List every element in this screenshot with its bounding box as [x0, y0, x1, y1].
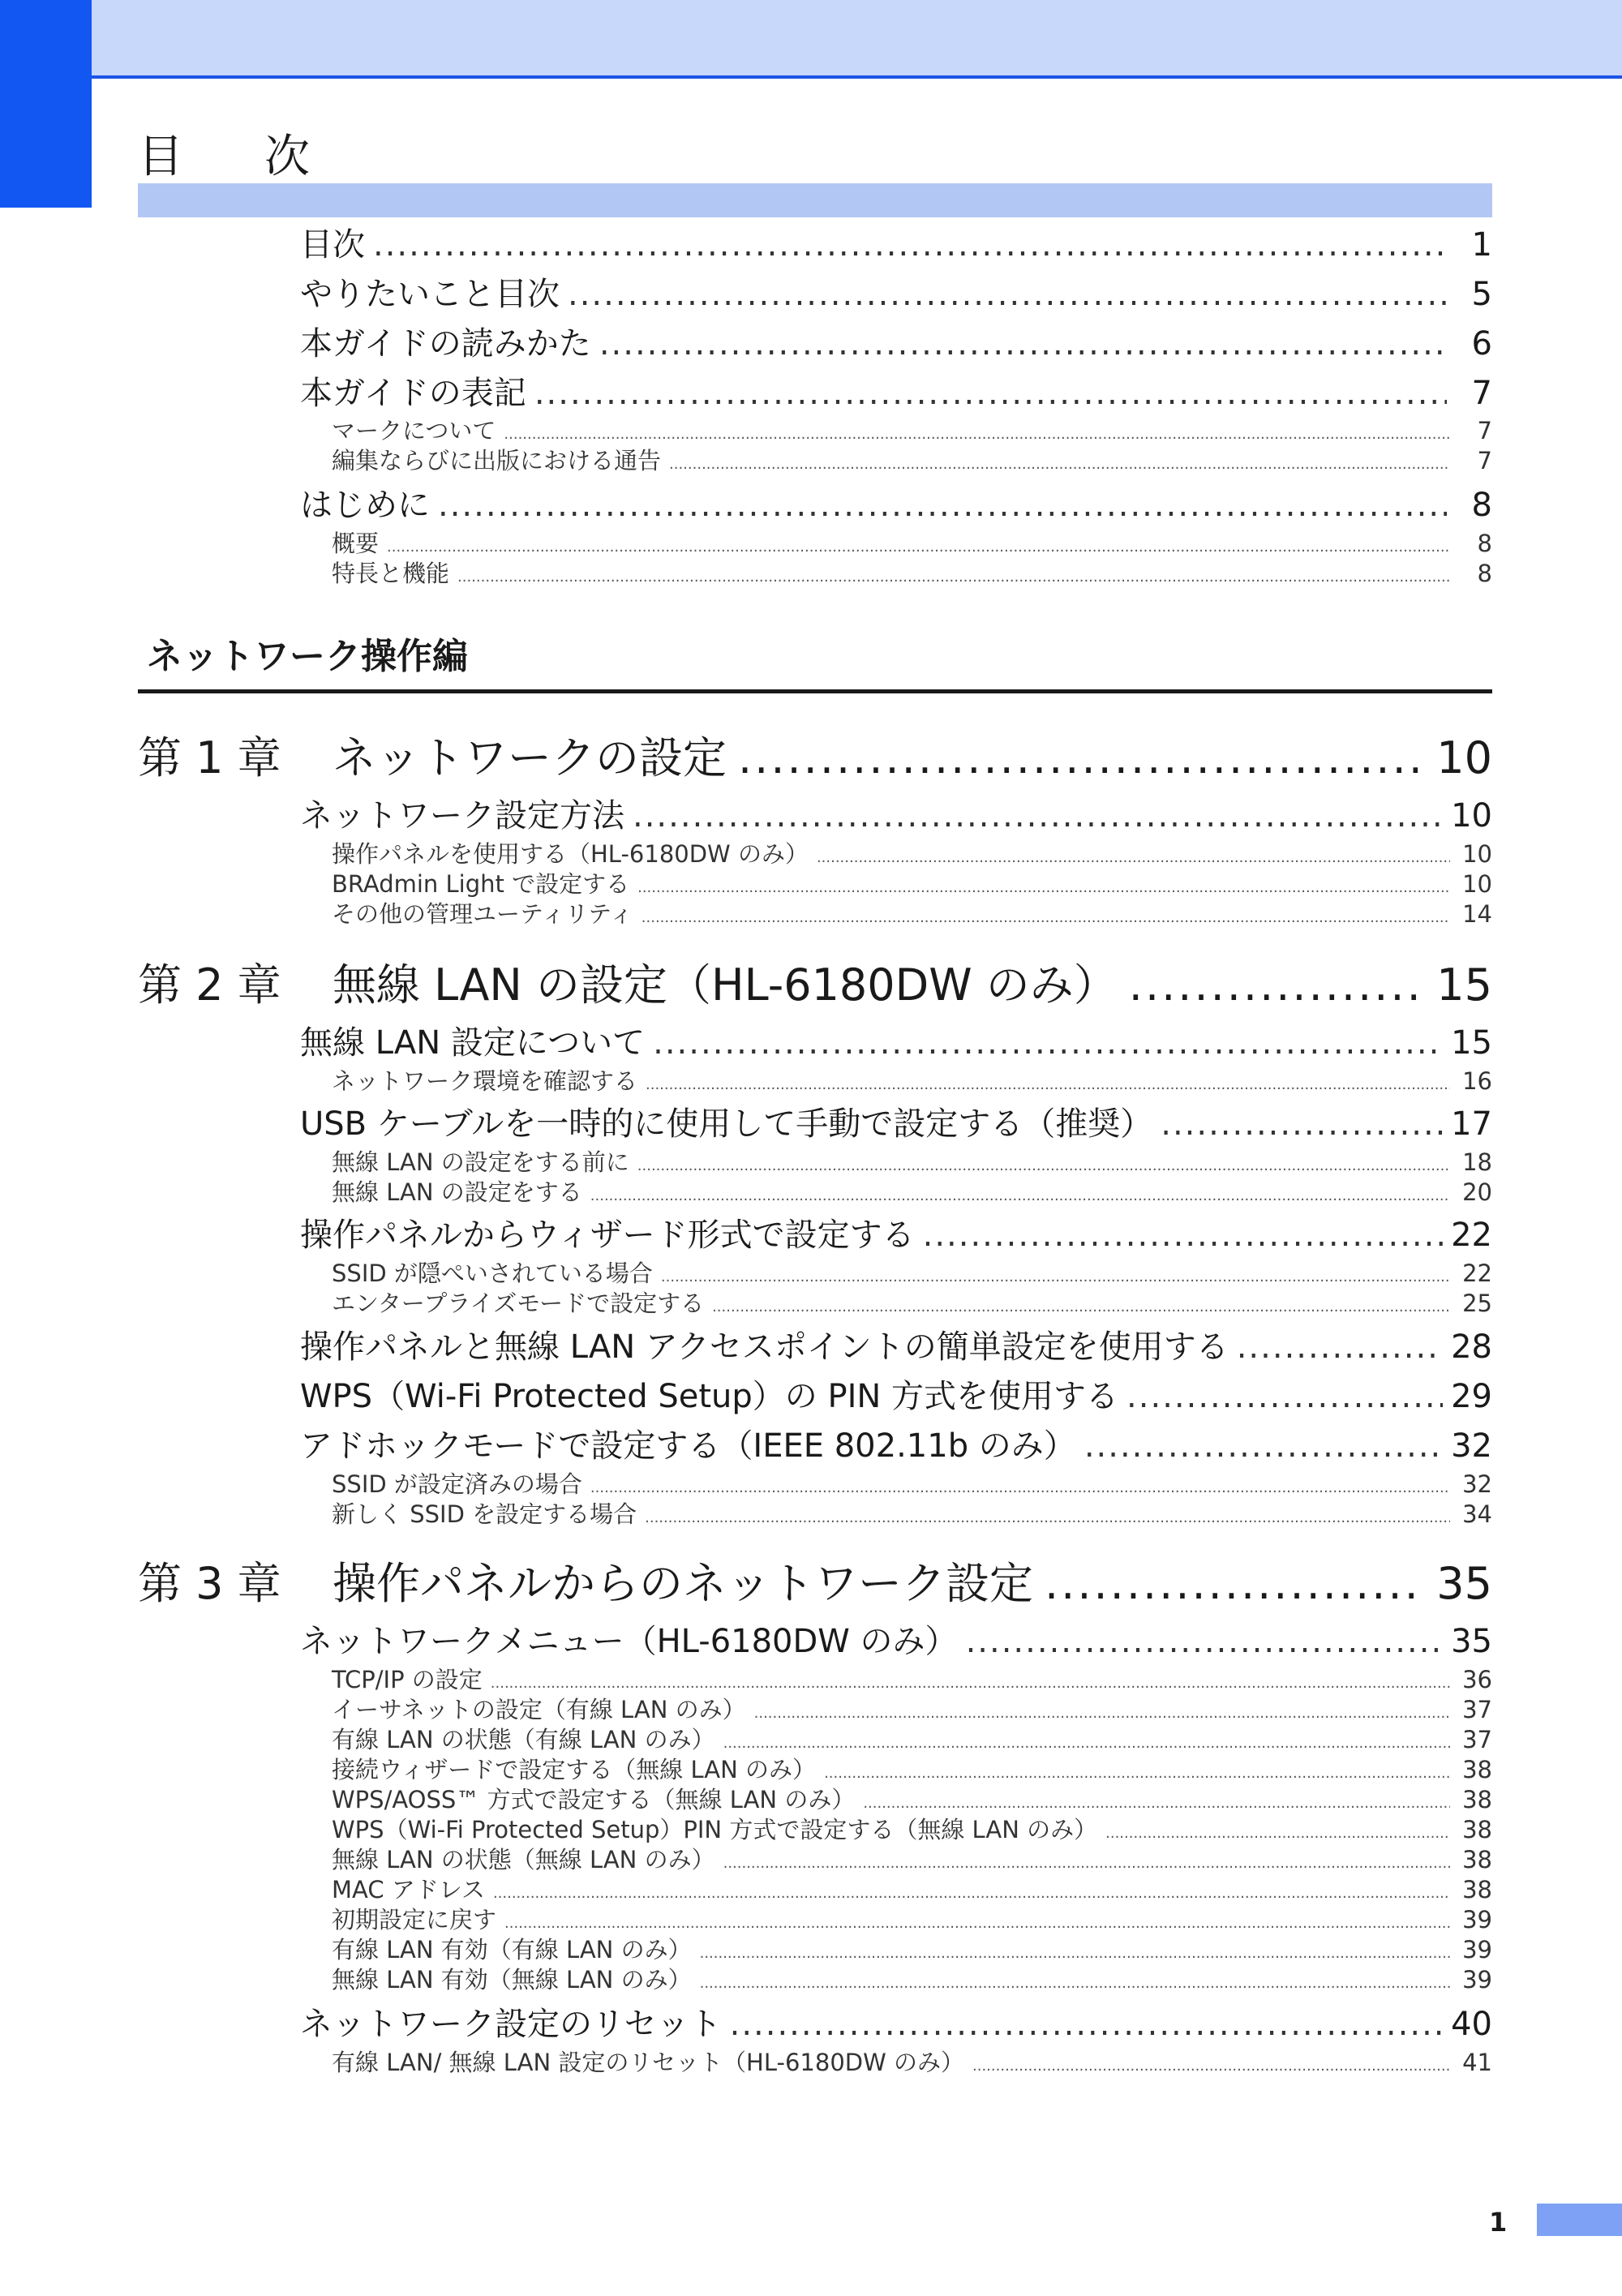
toc-subentry[interactable]: MAC アドレス ..... 38 [332, 1875, 1492, 1908]
leader-dots [723, 1728, 1450, 1758]
toc-subentry[interactable]: 編集ならびに出版における通告 ..... 7 [332, 446, 1492, 479]
leader-dots [1129, 957, 1424, 1014]
toc-subentry[interactable]: BRAdmin Light で設定する ..... 10 [332, 869, 1492, 903]
leader-dots [590, 1181, 1450, 1211]
part-rule [138, 689, 1492, 693]
toc-subentry[interactable]: その他の管理ユーティリティ ..... 14 [332, 899, 1492, 933]
leader-dots [438, 483, 1447, 527]
chapter-3-heading[interactable]: 第 3 章 操作パネルからのネットワーク設定 ..... 35 [138, 1556, 1492, 1612]
corner-tab [0, 0, 92, 208]
toc-subentry[interactable]: SSID が隠ぺいされている場合 ..... 22 [332, 1259, 1492, 1292]
leader-dots [700, 1968, 1450, 1998]
leader-dots [642, 903, 1450, 933]
leader-dots [637, 1151, 1450, 1181]
leader-dots [738, 730, 1424, 787]
leader-dots [700, 1938, 1450, 1968]
leader-dots [568, 273, 1447, 316]
toc-subentry[interactable]: エンタープライズモードで設定する ..... 25 [332, 1289, 1492, 1322]
leader-dots [646, 1070, 1450, 1100]
toc-entry-tasks[interactable]: やりたいこと目次 ..... 5 [300, 273, 1492, 316]
toc-subentry[interactable]: SSID が設定済みの場合 ..... 32 [332, 1470, 1492, 1503]
toc-entry[interactable]: 操作パネルと無線 LAN アクセスポイントの簡単設定を使用する ..... 28 [300, 1325, 1492, 1369]
toc-entry-introduction[interactable]: はじめに ..... 8 [300, 483, 1492, 527]
leader-dots [491, 1668, 1450, 1698]
toc-entry[interactable]: ネットワーク設定のリセット ..... 40 [300, 2002, 1492, 2046]
leader-dots [1161, 1102, 1443, 1146]
toc-entry[interactable]: 無線 LAN 設定について ..... 15 [300, 1021, 1492, 1065]
leader-dots [754, 1698, 1450, 1728]
leader-dots [669, 449, 1450, 479]
leader-dots [633, 794, 1443, 838]
leader-dots [1084, 1424, 1443, 1468]
leader-dots [457, 562, 1450, 592]
chapter-1-heading[interactable]: 第 1 章 ネットワークの設定 ..... 10 [138, 730, 1492, 787]
toc-subentry[interactable]: 無線 LAN の状態（無線 LAN のみ） ..... 38 [332, 1845, 1492, 1878]
leader-dots [817, 843, 1450, 873]
toc-entry-contents[interactable]: 目次 ..... 1 [300, 223, 1492, 267]
toc-subentry[interactable]: 新しく SSID を設定する場合 ..... 34 [332, 1500, 1492, 1533]
toc-subentry[interactable]: 初期設定に戻す ..... 39 [332, 1905, 1492, 1938]
leader-dots [504, 1908, 1450, 1938]
page-title: 目 次 [138, 131, 328, 183]
leader-dots [1045, 1556, 1424, 1612]
toc-entry[interactable]: ネットワーク設定方法 ..... 10 [300, 794, 1492, 838]
leader-dots [534, 371, 1447, 415]
toc-subentry[interactable]: 操作パネルを使用する（HL-6180DW のみ） ..... 10 [332, 839, 1492, 873]
leader-dots [923, 1213, 1443, 1257]
leader-dots [387, 532, 1450, 562]
toc-subentry[interactable]: 有線 LAN の状態（有線 LAN のみ） ..... 37 [332, 1725, 1492, 1758]
header-band [0, 0, 1622, 75]
header-rule [92, 75, 1622, 79]
leader-dots [653, 1021, 1443, 1065]
leader-dots [712, 1292, 1450, 1322]
toc-subentry[interactable]: 無線 LAN の設定をする ..... 20 [332, 1178, 1492, 1211]
leader-dots [599, 322, 1447, 366]
toc-subentry[interactable]: TCP/IP の設定 ..... 36 [332, 1665, 1492, 1698]
toc-subentry[interactable]: 有線 LAN 有効（有線 LAN のみ） ..... 39 [332, 1935, 1492, 1968]
leader-dots [723, 1848, 1450, 1878]
toc-subentry[interactable]: 有線 LAN/ 無線 LAN 設定のリセット（HL-6180DW のみ） ..... 41 [332, 2048, 1492, 2081]
toc-subentry[interactable]: 接続ウィザードで設定する（無線 LAN のみ） ..... 38 [332, 1755, 1492, 1788]
toc-subentry[interactable]: 特長と機能 ..... 8 [332, 559, 1492, 592]
toc-entry[interactable]: 操作パネルからウィザード形式で設定する ..... 22 [300, 1213, 1492, 1257]
leader-dots [966, 1620, 1444, 1663]
leader-dots [730, 2002, 1443, 2046]
toc-entry[interactable]: アドホックモードで設定する（IEEE 802.11b のみ） ..... 32 [300, 1424, 1492, 1468]
toc-subentry[interactable]: イーサネットの設定（有線 LAN のみ） ..... 37 [332, 1695, 1492, 1728]
leader-dots [373, 223, 1447, 267]
toc-subentry[interactable]: WPS/AOSS™ 方式で設定する（無線 LAN のみ） ..... 38 [332, 1785, 1492, 1818]
toc-subentry[interactable]: ネットワーク環境を確認する ..... 16 [332, 1066, 1492, 1100]
leader-dots [1126, 1375, 1443, 1418]
leader-dots [1105, 1818, 1450, 1848]
chapter-2-heading[interactable]: 第 2 章 無線 LAN の設定（HL-6180DW のみ） ..... 15 [138, 957, 1492, 1014]
leader-dots [493, 1878, 1450, 1908]
part-heading: ネットワーク操作編 [147, 636, 468, 677]
leader-dots [645, 1503, 1450, 1533]
toc-subentry[interactable]: 無線 LAN の設定をする前に ..... 18 [332, 1148, 1492, 1181]
leader-dots [863, 1788, 1450, 1818]
leader-dots [972, 2051, 1450, 2081]
toc-entry[interactable]: ネットワークメニュー（HL-6180DW のみ） ..... 35 [300, 1620, 1492, 1663]
toc-entry[interactable]: USB ケーブルを一時的に使用して手動で設定する（推奨） ..... 17 [300, 1102, 1492, 1146]
leader-dots [590, 1473, 1450, 1503]
leader-dots [824, 1758, 1450, 1788]
toc-entry[interactable]: WPS（Wi-Fi Protected Setup）の PIN 方式を使用する ..... 29 [300, 1375, 1492, 1418]
leader-dots [1237, 1325, 1443, 1369]
title-underbar [138, 183, 1492, 217]
toc-subentry[interactable]: マークについて ..... 7 [332, 416, 1492, 449]
leader-dots [637, 873, 1450, 903]
footer-bar [1537, 2204, 1622, 2236]
leader-dots [661, 1262, 1450, 1292]
page-number: 1 [1489, 2207, 1508, 2238]
toc-subentry[interactable]: 無線 LAN 有効（無線 LAN のみ） ..... 39 [332, 1965, 1492, 1998]
toc-subentry[interactable]: 概要 ..... 8 [332, 529, 1492, 562]
toc-entry-notation[interactable]: 本ガイドの表記 ..... 7 [300, 371, 1492, 415]
toc-subentry[interactable]: WPS（Wi-Fi Protected Setup）PIN 方式で設定する（無線 LAN のみ） ..... 38 [332, 1815, 1492, 1848]
toc-entry-how-to-read[interactable]: 本ガイドの読みかた ..... 6 [300, 322, 1492, 366]
leader-dots [504, 419, 1450, 449]
